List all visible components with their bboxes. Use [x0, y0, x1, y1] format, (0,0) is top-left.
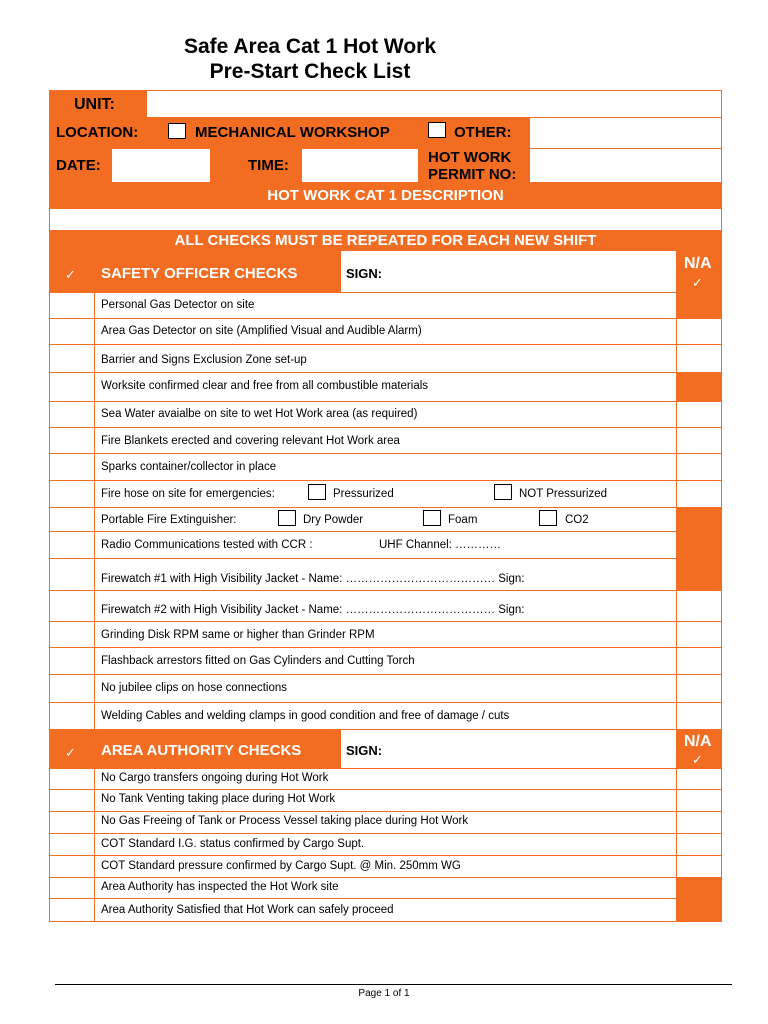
row-divider [49, 507, 722, 508]
check-item: Grinding Disk RPM same or higher than Grinder RPM [101, 629, 375, 641]
co2-checkbox[interactable] [539, 510, 557, 526]
dry-powder-checkbox[interactable] [278, 510, 296, 526]
check-item: Sea Water avaialbe on site to wet Hot Work area (as required) [101, 408, 418, 420]
row-divider [49, 318, 722, 319]
page-number: Page 1 of 1 [358, 988, 410, 999]
foam-checkbox[interactable] [423, 510, 441, 526]
na-label: N/A [684, 733, 712, 750]
page-title [130, 34, 490, 84]
check-item: Firewatch #1 with High Visibility Jacket - Name: ………………………………… Sign: [101, 573, 525, 585]
row-divider [49, 621, 722, 622]
mechanical-workshop-checkbox[interactable] [168, 123, 186, 139]
foam-label: Foam [448, 514, 478, 526]
check-item: Fire hose on site for emergencies: [101, 488, 275, 500]
row-divider [49, 372, 722, 373]
na-filled-cell [676, 507, 722, 590]
check-item: Firewatch #2 with High Visibility Jacket - Name: ………………………………… Sign: [101, 604, 525, 616]
area-authority-sign-label: SIGN: [346, 743, 383, 758]
mechanical-workshop-label: MECHANICAL WORKSHOP [195, 124, 390, 141]
check-item: Barrier and Signs Exclusion Zone set-up [101, 354, 307, 366]
check-item: COT Standard pressure confirmed by Cargo Supt. @ Min. 250mm WG [101, 860, 461, 872]
check-icon: ✓ [692, 275, 703, 290]
row-divider [49, 898, 722, 899]
check-item: Worksite confirmed clear and free from all combustible materials [101, 380, 429, 392]
na-filled-cell [676, 877, 722, 922]
row-divider [49, 531, 722, 532]
divider [49, 117, 722, 118]
title-line-2: Pre-Start Check List [209, 60, 411, 83]
row-divider [49, 702, 722, 703]
column-divider [94, 292, 95, 729]
check-item: No Gas Freeing of Tank or Process Vessel taking place during Hot Work [101, 815, 469, 827]
check-item: COT Standard I.G. status confirmed by Cargo Supt. [101, 838, 365, 850]
row-divider [49, 729, 722, 730]
row-divider [49, 811, 722, 812]
dry-powder-label: Dry Powder [303, 514, 364, 526]
date-input[interactable] [113, 149, 210, 182]
row-divider [49, 401, 722, 402]
check-item: Area Authority Satisfied that Hot Work can safely proceed [101, 904, 394, 916]
check-item: Radio Communications tested with CCR : [101, 539, 313, 551]
pressurized-checkbox[interactable] [308, 484, 326, 500]
repeat-banner: ALL CHECKS MUST BE REPEATED FOR EACH NEW SHIFT [174, 232, 597, 249]
permit-input[interactable] [531, 149, 721, 182]
check-item: Fire Blankets erected and covering relevant Hot Work area [101, 435, 400, 447]
row-divider [49, 789, 722, 790]
column-divider [340, 251, 341, 292]
divider [49, 148, 722, 149]
safety-officer-title: SAFETY OFFICER CHECKS [101, 265, 298, 282]
title-line-1: Safe Area Cat 1 Hot Work [183, 35, 437, 58]
co2-label: CO2 [565, 514, 589, 526]
not-pressurized-checkbox[interactable] [494, 484, 512, 500]
row-divider [49, 768, 722, 769]
not-pressurized-label: NOT Pressurized [519, 488, 607, 500]
row-divider [49, 344, 722, 345]
unit-label: UNIT: [74, 96, 115, 113]
na-label: N/A [684, 255, 712, 272]
column-divider [340, 729, 341, 768]
area-authority-title: AREA AUTHORITY CHECKS [101, 742, 302, 759]
other-label: OTHER: [454, 124, 512, 141]
time-label: TIME: [248, 157, 289, 174]
column-divider [676, 292, 677, 729]
row-divider [49, 647, 722, 648]
check-item: No jubilee clips on hose connections [101, 682, 288, 694]
check-item: Area Gas Detector on site (Amplified Visual and Audible Alarm) [101, 325, 422, 337]
other-input[interactable] [531, 118, 721, 148]
row-divider [49, 558, 722, 559]
check-icon: ✓ [692, 752, 703, 767]
row-divider [49, 590, 722, 591]
check-item: Area Authority has inspected the Hot Work site [101, 881, 339, 893]
uhf-channel-label: UHF Channel: ………… [379, 539, 502, 551]
check-item: Flashback arrestors fitted on Gas Cylinders and Cutting Torch [101, 655, 415, 667]
check-item: No Tank Venting taking place during Hot Work [101, 793, 336, 805]
other-checkbox[interactable] [428, 122, 446, 138]
row-divider [49, 292, 722, 293]
location-label: LOCATION: [56, 124, 139, 141]
description-label: HOT WORK CAT 1 DESCRIPTION [267, 187, 504, 204]
check-item: No Cargo transfers ongoing during Hot Work [101, 772, 329, 784]
row-divider [49, 453, 722, 454]
description-input[interactable] [50, 209, 721, 230]
row-divider [49, 674, 722, 675]
permit-label-line-2: PERMIT NO: [428, 166, 517, 183]
check-icon: ✓ [65, 267, 76, 282]
unit-input[interactable] [148, 91, 721, 117]
time-input[interactable] [303, 149, 418, 182]
row-divider [49, 833, 722, 834]
check-item: Sparks container/collector in place [101, 461, 277, 473]
check-item: Welding Cables and welding clamps in good condition and free of damage / cuts [101, 710, 510, 722]
footer-rule [55, 984, 732, 985]
check-icon: ✓ [65, 745, 76, 760]
row-divider [49, 877, 722, 878]
safety-officer-sign-label: SIGN: [346, 266, 383, 281]
row-divider [49, 480, 722, 481]
permit-label-line-1: HOT WORK [428, 149, 512, 166]
row-divider [49, 427, 722, 428]
date-label: DATE: [56, 157, 101, 174]
na-filled-cell [676, 372, 722, 401]
pressurized-label: Pressurized [333, 488, 394, 500]
check-item: Personal Gas Detector on site [101, 299, 255, 311]
row-divider [49, 855, 722, 856]
check-item: Portable Fire Extinguisher: [101, 514, 237, 526]
